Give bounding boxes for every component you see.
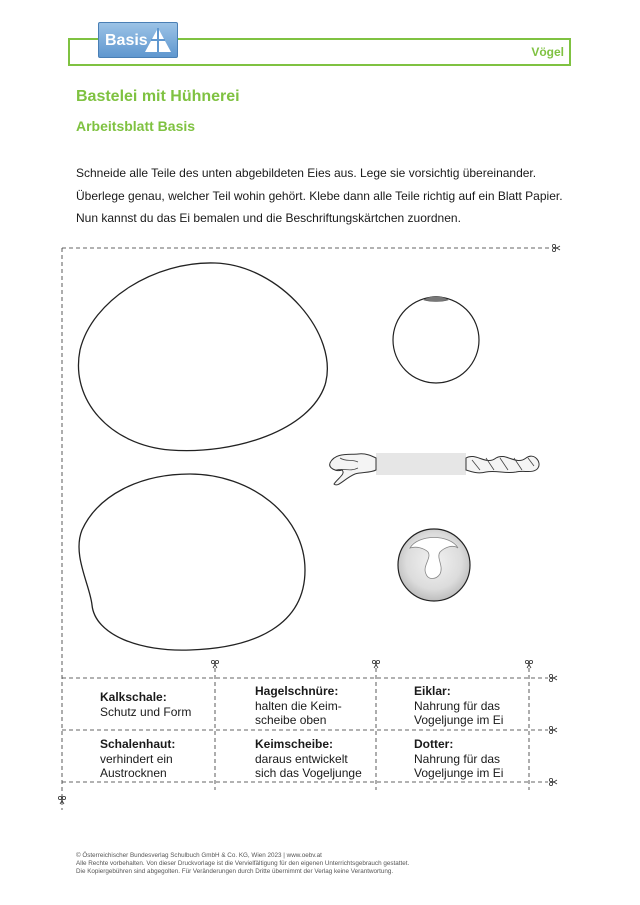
eggshell-shape xyxy=(78,263,327,451)
card-text: Schutz und Form xyxy=(100,704,192,719)
card-text: verhindert ein Austrocknen xyxy=(100,751,173,780)
air-cell-mark xyxy=(424,296,448,301)
label-card xyxy=(414,737,503,781)
card-text: halten die Keim- scheibe oben xyxy=(255,698,342,727)
copyright-footer xyxy=(76,852,596,876)
shell-membrane-shape xyxy=(79,474,305,650)
logo-text: Basis xyxy=(105,32,148,49)
chalazae-shape xyxy=(330,453,539,485)
label-card xyxy=(100,737,175,781)
card-text: daraus entwickelt sich das Vogeljunge xyxy=(255,751,362,780)
card-text: Nahrung für das Vogeljunge im Ei xyxy=(414,751,504,780)
card-title: Schalenhaut: xyxy=(100,737,176,751)
card-title: Eiklar: xyxy=(414,684,451,698)
card-title: Kalkschale: xyxy=(100,690,167,704)
instruction-line: Nun kannst du das Ei bemalen und die Beschriftungskärtchen zuordnen. xyxy=(76,211,461,225)
footer-line: Die Kopiergebühren sind abgegolten. Für Veränderungen durch Dritte übernimmt der Verlag keine Verantwortung. xyxy=(76,868,394,875)
card-title: Keimscheibe: xyxy=(255,737,334,751)
footer-line: Alle Rechte vorbehalten. Von dieser Druckvorlage ist die Vervielfältigung für den eigenen Unterrichtsgebrauch gestattet. xyxy=(76,860,410,867)
label-card xyxy=(414,684,503,728)
label-card xyxy=(255,737,362,781)
card-title: Hagelschnüre: xyxy=(255,684,339,698)
label-card xyxy=(255,684,342,728)
label-card xyxy=(100,690,191,719)
egg-white-shape xyxy=(393,297,479,383)
card-title: Dotter: xyxy=(414,737,454,751)
page-subtitle: Arbeitsblatt Basis xyxy=(76,118,196,134)
card-text: Nahrung für das Vogeljunge im Ei xyxy=(414,698,504,727)
instruction-line: Überlege genau, welcher Teil wohin gehört. Klebe dann alle Teile richtig auf ein Blatt Papier. xyxy=(76,188,563,203)
section-label: Vögel xyxy=(531,45,564,59)
footer-line: © Österreichischer Bundesverlag Schulbuch GmbH & Co. KG, Wien 2023 | www.oebv.at xyxy=(76,852,322,859)
instruction-line: Schneide alle Teile des unten abgebildeten Eies aus. Lege sie vorsichtig übereinander. xyxy=(76,166,537,180)
page-title: Bastelei mit Hühnerei xyxy=(76,88,240,105)
